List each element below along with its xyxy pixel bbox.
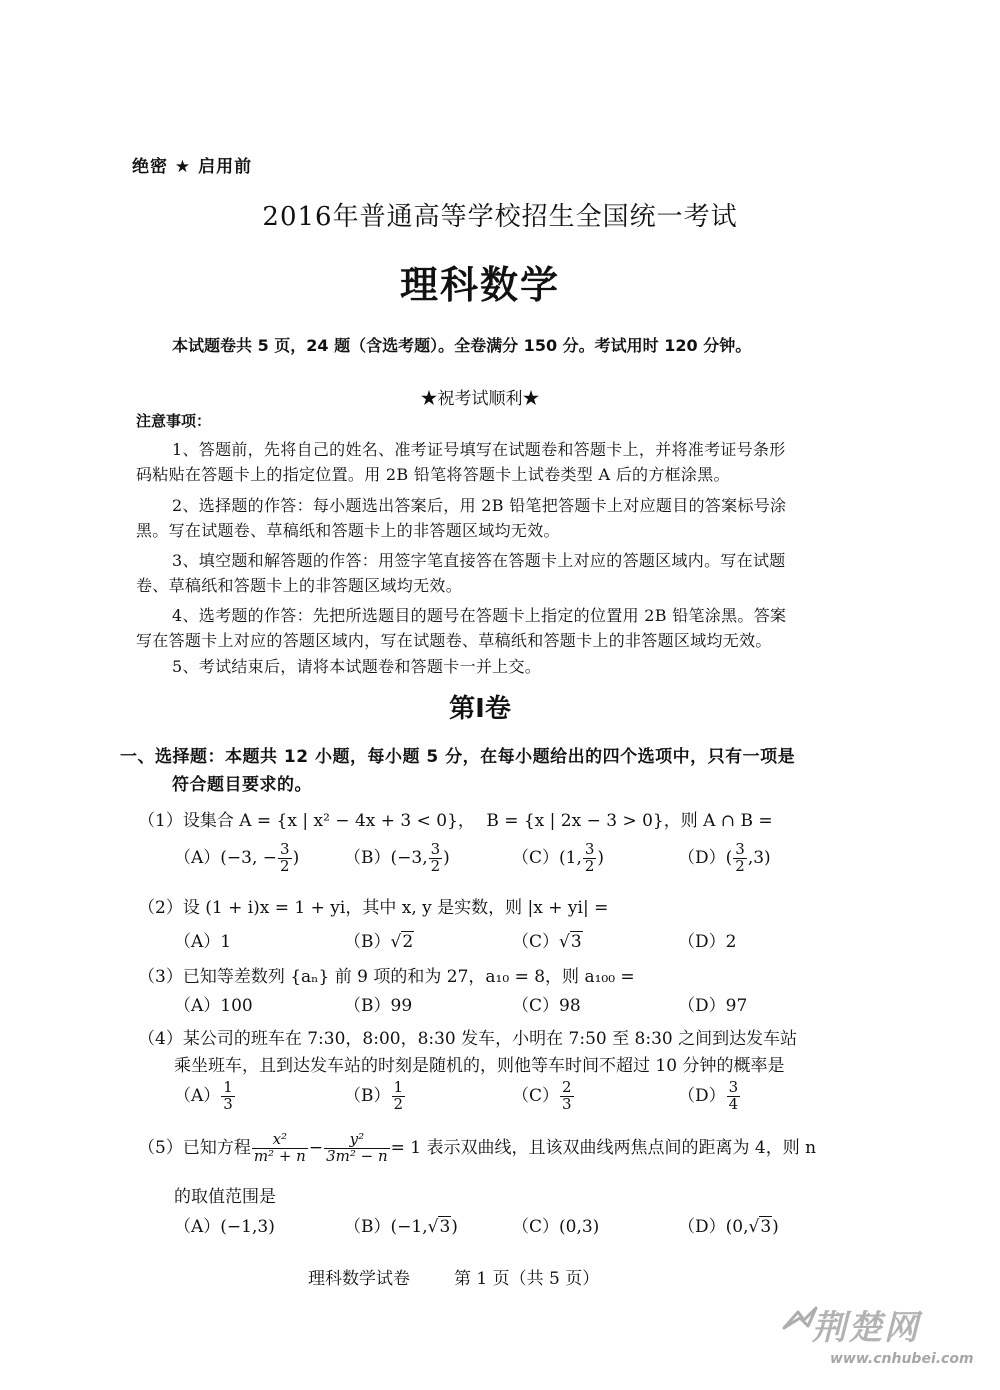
fraction-numerator: 3 [728, 1078, 739, 1096]
watermark-logo [812, 1300, 974, 1367]
option-value: 100 [220, 996, 253, 1016]
option-value: (−1,3) [220, 1217, 275, 1237]
option-fraction [278, 842, 292, 875]
question-1-set-b: B = {x | 2x − 3 > 0}，则 A ∩ B = [486, 811, 773, 831]
section-heading: 一、选择题：本题共 12 小题，每小题 5 分，在每小题给出的四个选项中，只有一项是 [120, 747, 796, 767]
subject-title: 理科数学 [399, 263, 560, 307]
option-value: (0,3) [559, 1217, 600, 1237]
question-2-option-c [512, 927, 583, 952]
fraction-denominator: 2 [393, 1094, 404, 1113]
option-label: （D） [678, 996, 726, 1016]
option-label: （D） [678, 1217, 726, 1237]
question-1-stem [138, 806, 773, 831]
fraction-numerator: 3 [280, 840, 290, 858]
option-prefix: (−3, − [220, 847, 278, 868]
sqrt-expression: √3 [427, 1217, 451, 1237]
fraction-denominator: 3m² − n [326, 1146, 388, 1165]
option-label: （D） [678, 932, 726, 952]
option-label: （C） [512, 996, 560, 1016]
option-prefix: ( [725, 847, 733, 868]
question-3-stem: （3）已知等差数列 {aₙ} 前 9 项的和为 27，a₁₀ = 8，则 a₁₀₀ = [138, 967, 635, 987]
option-label: （A） [174, 847, 221, 868]
equation-minus: − [308, 1137, 324, 1158]
option-suffix: ) [443, 847, 450, 868]
question-2-option-b [344, 927, 414, 952]
option-label: （C） [512, 1217, 560, 1237]
option-label: （B） [344, 1217, 391, 1237]
question-1-option-b [344, 842, 450, 875]
fraction-denominator: 2 [735, 856, 745, 875]
question-3-option-a [174, 991, 253, 1016]
notice-line: 码粘贴在答题卡上的指定位置。用 2B 铅笔将答题卡上试卷类型 A 后的方框涂黑。 [136, 465, 730, 484]
good-luck-line: ★祝考试顺利★ [420, 389, 540, 409]
option-suffix: ) [292, 847, 300, 868]
fraction-numerator: 3 [735, 840, 745, 858]
question-1-option-d [678, 842, 771, 875]
fraction-numerator: 1 [223, 1078, 233, 1096]
question-5-option-d [678, 1212, 779, 1237]
option-suffix: ) [597, 847, 605, 868]
option-label: （B） [344, 1085, 391, 1106]
confidential-label: 绝密 ★ 启用前 [132, 157, 253, 177]
question-2-stem: （2）设 (1 + i)x = 1 + yi，其中 x, y 是实数，则 |x + yi| = [138, 898, 609, 918]
section-heading-cont: 符合题目要求的。 [172, 775, 312, 795]
notice-line: 写在答题卡上对应的答题区域内，写在试题卷、草稿纸和答题卡上的非答题区域均无效。 [136, 631, 772, 650]
question-4-option-c [512, 1080, 575, 1113]
option-fraction [583, 842, 597, 875]
option-label: （B） [344, 932, 391, 952]
option-value: 99 [390, 996, 413, 1016]
radicand: 3 [439, 1217, 451, 1237]
question-2-option-a [174, 927, 231, 952]
fraction-denominator: 2 [584, 856, 595, 875]
fraction-denominator: 2 [430, 856, 441, 875]
watermark-url: www.cnhubei.com [830, 1351, 974, 1367]
option-label: （A） [174, 932, 221, 952]
notice-heading: 注意事项： [136, 412, 212, 430]
fraction-numerator: 3 [430, 840, 441, 858]
fraction-numerator: 1 [393, 1078, 404, 1096]
question-4-option-d [678, 1080, 741, 1113]
question-1-option-a [174, 842, 299, 875]
question-4-stem-cont: 乘坐班车，且到达发车站的时刻是随机的，则他等车时间不超过 10 分钟的概率是 [174, 1056, 785, 1076]
radicand: 3 [570, 932, 582, 952]
equation-fraction-y [324, 1132, 390, 1165]
option-label: （D） [678, 847, 726, 868]
question-5-prefix: （5）已知方程 [138, 1137, 251, 1158]
option-value: 1 [220, 932, 232, 952]
question-4-option-b [344, 1080, 406, 1113]
notice-line: 5、考试结束后，请将本试题卷和答题卡一并上交。 [172, 657, 542, 676]
notice-line: 2、选择题的作答：每小题选出答案后，用 2B 铅笔把答题卡上对应题目的答案标号涂 [172, 496, 787, 515]
question-4-stem: （4）某公司的班车在 7:30，8:00，8:30 发车，小明在 7:50 至 8:30 之间到达发车站 [138, 1029, 798, 1049]
option-fraction [560, 1080, 574, 1113]
footer-page-number: 第 1 页（共 5 页） [454, 1269, 600, 1289]
exam-summary: 本试题卷共 5 页，24 题（含选考题）。全卷满分 150 分。考试用时 120 分钟。 [172, 336, 752, 355]
page-footer [308, 1264, 599, 1289]
fraction-denominator: 4 [728, 1094, 739, 1113]
option-prefix: (1, [559, 847, 582, 868]
notice-line: 3、填空题和解答题的作答：用签字笔直接答在答题卡上对应的答题区域内。写在试题 [172, 551, 786, 570]
option-label: （C） [512, 847, 560, 868]
notice-line: 卷、草稿纸和答题卡上的非答题区域均无效。 [136, 576, 463, 595]
option-prefix: (−3, [390, 847, 428, 868]
option-fraction [727, 1080, 741, 1113]
option-label: （B） [344, 847, 391, 868]
option-label: （B） [344, 996, 391, 1016]
question-4-option-a [174, 1080, 236, 1113]
option-label: （A） [174, 996, 221, 1016]
option-suffix: ,3) [747, 847, 771, 868]
notice-line: 黑。写在试题卷、草稿纸和答题卡上的非答题区域均无效。 [136, 521, 560, 540]
question-3-option-d [678, 991, 747, 1016]
question-5-stem-cont: 的取值范围是 [174, 1187, 276, 1207]
fraction-denominator: m² + n [253, 1146, 306, 1165]
fraction-numerator: 3 [584, 840, 595, 858]
fraction-denominator: 3 [223, 1094, 233, 1113]
radicand: 2 [402, 932, 414, 952]
exam-title: 2016年普通高等学校招生全国统一考试 [262, 202, 738, 232]
footer-title: 理科数学试卷 [308, 1269, 410, 1289]
fraction-numerator: x² [252, 1132, 308, 1149]
question-3-option-b [344, 991, 412, 1016]
option-value: 97 [725, 996, 748, 1016]
option-fraction [733, 842, 747, 875]
radicand: 3 [760, 1217, 772, 1237]
option-label: （A） [174, 1085, 221, 1106]
fraction-numerator: 2 [562, 1078, 572, 1096]
option-label: （C） [512, 932, 560, 952]
fraction-numerator: y² [324, 1132, 390, 1149]
option-value: 2 [725, 932, 737, 952]
volume-title: 第Ⅰ卷 [449, 694, 511, 724]
question-5-stem [138, 1132, 816, 1165]
option-label: （D） [678, 1085, 726, 1106]
question-5-option-b [344, 1212, 458, 1237]
option-fraction [221, 1080, 235, 1113]
sqrt-expression: √3 [559, 932, 582, 952]
option-fraction [429, 842, 443, 875]
option-suffix: ) [772, 1217, 779, 1237]
equation-fraction-x [252, 1132, 308, 1165]
question-5-option-c [512, 1212, 599, 1237]
option-label: （A） [174, 1217, 221, 1237]
question-3-option-c [512, 991, 581, 1016]
watermark-text: 荆楚网 [812, 1308, 920, 1348]
option-label: （C） [512, 1085, 560, 1106]
sqrt-expression: √3 [748, 1217, 772, 1237]
question-5-suffix: = 1 表示双曲线，且该双曲线两焦点间的距离为 4，则 n [390, 1137, 817, 1158]
option-suffix: ) [451, 1217, 458, 1237]
notice-line: 1、答题前，先将自己的姓名、准考证号填写在试题卷和答题卡上，并将准考证号条形 [172, 440, 786, 459]
sqrt-expression: √2 [390, 932, 414, 952]
option-fraction [392, 1080, 406, 1113]
option-value: 98 [559, 996, 581, 1016]
fraction-denominator: 3 [562, 1094, 572, 1113]
question-1-option-c [512, 842, 604, 875]
option-prefix: (0, [725, 1217, 749, 1237]
option-prefix: (−1, [390, 1217, 428, 1237]
question-1-set-a: （1）设集合 A = {x | x² − 4x + 3 < 0}， [138, 811, 475, 831]
question-5-option-a [174, 1212, 275, 1237]
notice-line: 4、选考题的作答：先把所选题目的题号在答题卡上指定的位置用 2B 铅笔涂黑。答案 [172, 606, 787, 625]
fraction-denominator: 2 [280, 856, 290, 875]
question-2-option-d [678, 927, 736, 952]
